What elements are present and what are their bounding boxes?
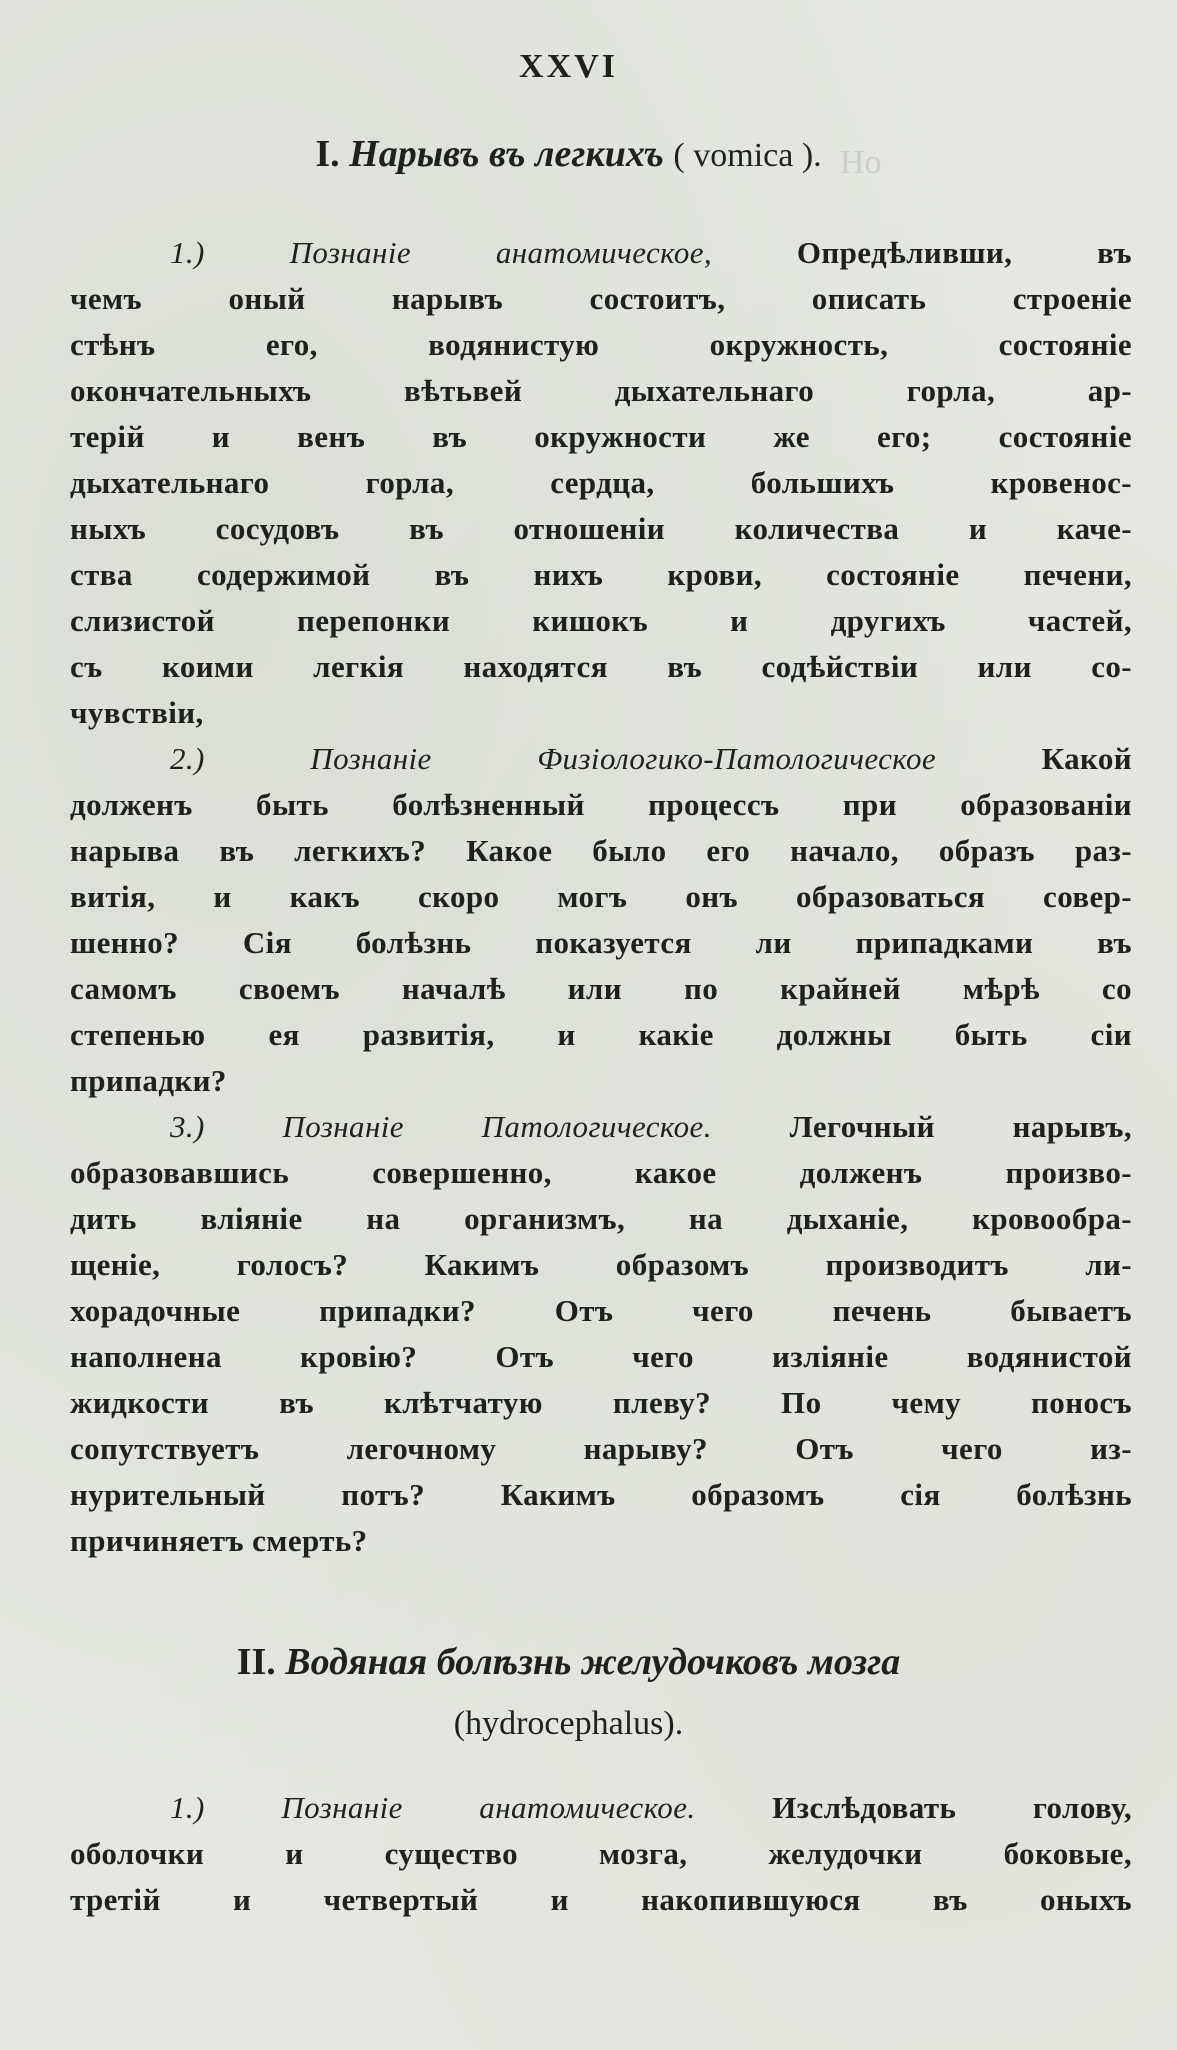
text-line: нурительный потъ? Какимъ образомъ сiя болѣзнь <box>70 1477 1132 1512</box>
section-heading-2 <box>0 1640 1157 1684</box>
text-line: щенiе, голосъ? Какимъ образомъ производитъ ли- <box>70 1247 1132 1282</box>
text-line: образовавшись совершенно, какое долженъ произво- <box>70 1155 1132 1190</box>
text-line: ныхъ сосудовъ въ отношенiи количества и каче- <box>70 511 1132 546</box>
paragraph-physiological <box>70 736 1132 1104</box>
section-heading-2-latin <box>0 1700 1157 1744</box>
text-line: припадки? <box>70 1063 227 1098</box>
text-line: дить влiянiе на организмъ, на дыханiе, кровообра- <box>70 1201 1132 1236</box>
paragraph-anatomical-1 <box>70 230 1132 736</box>
text-line: чемъ оный нарывъ состоитъ, описать строенiе <box>70 281 1132 316</box>
paragraph-pathological <box>70 1104 1132 1564</box>
text-line: стѣнъ его, водянистую окружность, состоянiе <box>70 327 1132 362</box>
section-heading-1 <box>0 132 1157 176</box>
text-line: жидкости въ клѣтчатую плеву? По чему поносъ <box>70 1385 1132 1420</box>
text-line: ства содержимой въ нихъ крови, состоянiе печени, <box>70 557 1132 592</box>
text-line: причиняетъ смерть? <box>70 1523 368 1558</box>
section-latin-term: ( vomica ). <box>673 137 822 174</box>
text-line: 2.) Познанiе Физiологико-Патологическое Какой <box>170 741 1132 776</box>
text-line: хорадочные припадки? Отъ чего печень бываетъ <box>70 1293 1132 1328</box>
text-line: оболочки и существо мозга, желудочки боковые, <box>70 1836 1132 1871</box>
paragraph-label: 1.) Познанiе анатомическое. <box>170 1790 696 1825</box>
text-line: шенно? Сiя болѣзнь показуется ли припадками въ <box>70 925 1132 960</box>
text-line: 3.) Познанiе Патологическое. Легочный нарывъ, <box>170 1109 1132 1144</box>
text-line: нарыва въ легкихъ? Какое было его начало, образъ раз- <box>70 833 1132 868</box>
section-title: Водяная болѣзнь желудочковъ мозга <box>285 1641 901 1683</box>
section-latin-term: (hydrocephalus). <box>453 1705 684 1742</box>
text-line: слизистой перепонки кишокъ и другихъ частей, <box>70 603 1132 638</box>
text-line: степенью ея развитiя, и какiе должны быть сiи <box>70 1017 1132 1052</box>
text-line: наполнена кровiю? Отъ чего изліянiе водянистой <box>70 1339 1132 1374</box>
text-line: долженъ быть болѣзненный процессъ при образованiи <box>70 787 1132 822</box>
text-line: третiй и четвертый и накопившуюся въ оныхъ <box>70 1882 1132 1917</box>
bleed-through: Но <box>840 144 882 181</box>
text-line: самомъ своемъ началѣ или по крайней мѣрѣ со <box>70 971 1132 1006</box>
text-line: терiй и венъ въ окружности же его; состоянiе <box>70 419 1132 454</box>
text-line: сопутствуетъ легочному нарыву? Отъ чего из- <box>70 1431 1132 1466</box>
text-line: окончательныхъ вѣтьвей дыхательнаго горла, ар- <box>70 373 1132 408</box>
text-line: дыхательнаго горла, сердца, большихъ кровенос- <box>70 465 1132 500</box>
section-numeral: I. <box>315 133 340 175</box>
paragraph-label: 1.) Познанiе анатомическое, <box>170 235 713 270</box>
text-line: съ коими легкiя находятся въ содѣйствiи или со- <box>70 649 1132 684</box>
text-line: 1.) Познанiе анатомическое. Изслѣдовать голову, <box>170 1790 1132 1825</box>
text-line: 1.) Познанiе анатомическое, Опредѣливши, въ <box>170 235 1132 270</box>
text-line: чувствiи, <box>70 695 204 730</box>
page-number: XXVI <box>519 48 618 85</box>
paragraph-anatomical-2 <box>70 1785 1132 1923</box>
text-line: витiя, и какъ скоро могъ онъ образоваться совер- <box>70 879 1132 914</box>
section-title: Нарывъ въ легкихъ <box>349 133 664 175</box>
section-numeral: II. <box>236 1641 276 1683</box>
paragraph-label: 2.) Познанiе Физiологико-Патологическое <box>170 741 937 776</box>
paragraph-label: 3.) Познанiе Патологическое. <box>170 1109 712 1144</box>
